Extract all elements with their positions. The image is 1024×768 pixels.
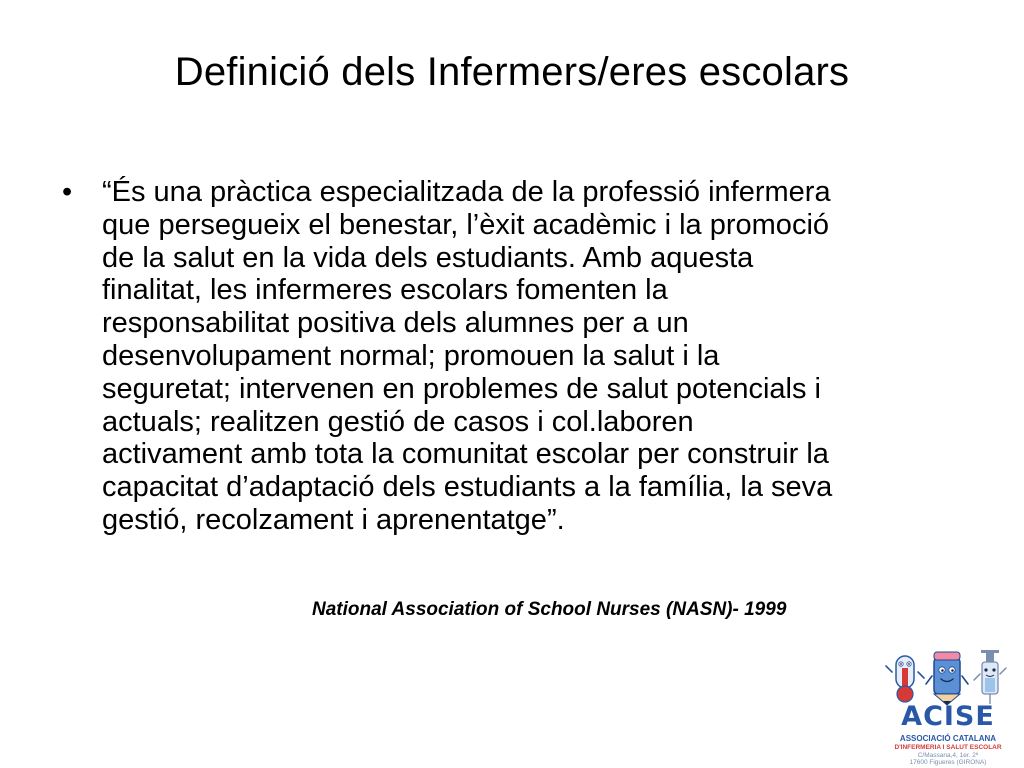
- definition-line: responsabilitat positiva dels alumnes per a un: [102, 307, 689, 340]
- definition-line: activament amb tota la comunitat escolar per construir la: [102, 438, 829, 471]
- logo-address-line2: 17600 Figueres (GIRONA): [909, 759, 987, 766]
- mascot-illustration: [882, 648, 1014, 706]
- definition-line: seguretat; intervenen en problemes de salut potencials i: [102, 372, 821, 405]
- logo-subtitle-line1: ASSOCIACIÓ CATALANA: [899, 734, 997, 743]
- bullet-marker: •: [62, 176, 73, 208]
- definition-line: desenvolupament normal; promouen la salut i la: [102, 339, 720, 372]
- slide-title: Definició dels Infermers/eres escolars: [174, 50, 850, 94]
- citation: National Association of School Nurses (NASN)- 1999: [312, 599, 787, 620]
- definition-line: “És una pràctica especialitzada de la professió infermera: [102, 176, 831, 208]
- definition-line: capacitat d’adaptació dels estudiants a la família, la seva: [102, 471, 833, 504]
- definition-line: gestió, recolzament i aprenentatge”.: [102, 503, 565, 536]
- definition-bullet: [62, 176, 982, 537]
- definition-line: de la salut en la vida dels estudiants. Amb aquesta: [102, 241, 754, 274]
- logo-subtitle-line2: D'INFERMERIA I SALUT ESCOLAR: [894, 744, 1002, 751]
- definition-line: actuals; realitzen gestió de casos i col.laboren: [102, 405, 694, 438]
- pencil-mascot: [926, 652, 968, 705]
- acise-logo: [882, 648, 1014, 766]
- definition-line: que persegueix el benestar, l’èxit acadèmic i la promoció: [102, 208, 830, 241]
- logo-name: ACISE: [901, 701, 995, 732]
- bullet-list: [62, 176, 982, 537]
- definition-text: [102, 176, 982, 537]
- thermometer-mascot: [886, 656, 924, 702]
- logo-address-line1: C/Massana,4, 1er. 2ª: [917, 752, 979, 759]
- definition-line: finalitat, les infermeres escolars fomenten la: [102, 274, 668, 307]
- syringe-mascot: [974, 650, 1006, 704]
